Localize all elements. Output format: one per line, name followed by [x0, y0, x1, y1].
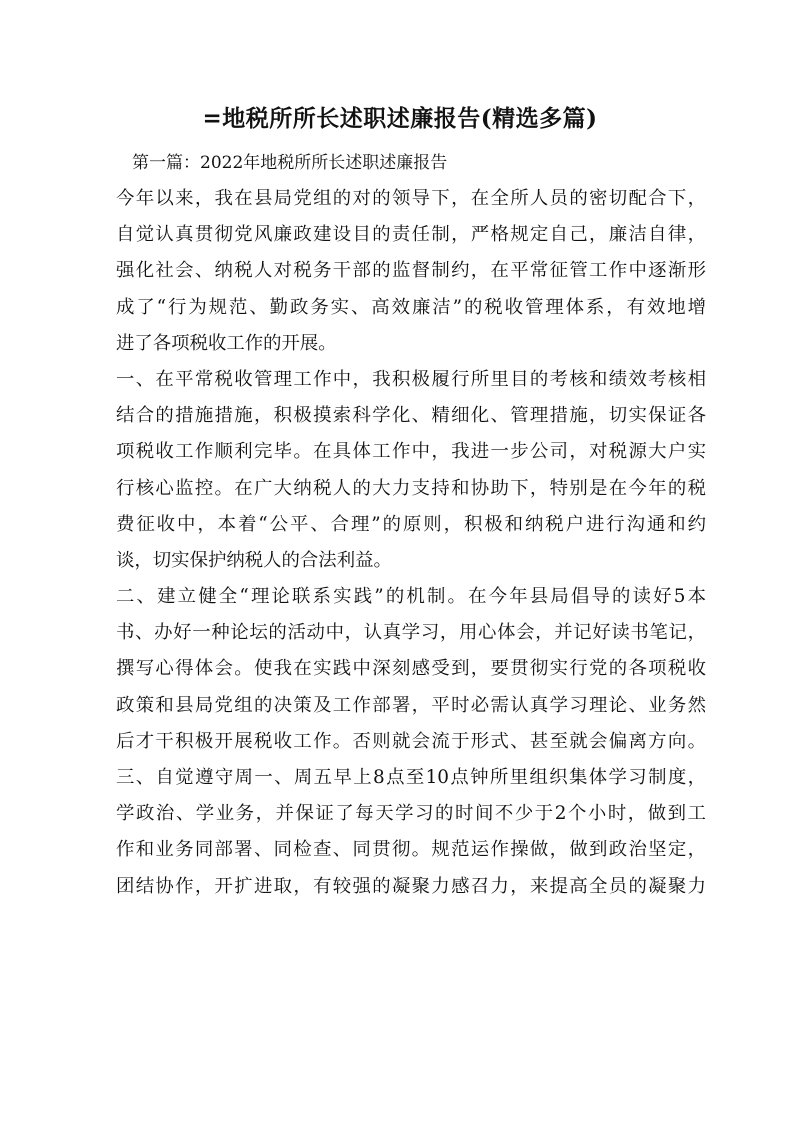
text-line: 行核心监控。在广大纳税人的大力支持和协助下，特别是在今年的税 [116, 477, 706, 499]
text-line: 谈，切实保护纳税人的合法利益。 [116, 549, 392, 571]
text-line: 政策和县局党组的决策及工作部署，平时必需认真学习理论、业务然 [116, 694, 706, 716]
text-line: 结合的措施措施，积极摸索科学化、精细化、管理措施，切实保证各 [116, 405, 706, 427]
text-line: 一、在平常税收管理工作中，我积极履行所里目的考核和绩效考核相 [116, 368, 706, 390]
text-line: 今年以来，我在县局党组的对的领导下，在全所人员的密切配合下， [116, 188, 706, 209]
text-line: 书、办好一种论坛的活动中，认真学习，用心体会，并记好读书笔记， [116, 622, 706, 644]
text-line: 作和业务同部署、同检查、同贯彻。规范运作操做，做到政治坚定， [116, 839, 706, 861]
text-line: 二、建立健全“理论联系实践”的机制。在今年县局倡导的读好5本 [116, 586, 706, 608]
text-line: 强化社会、纳税人对税务干部的监督制约，在平常征管工作中逐渐形 [116, 260, 706, 282]
document-title: =地税所所长述职述廉报告(精选多篇) [202, 105, 598, 132]
text-line: 学政治、学业务，并保证了每天学习的时间不少于2个小时，做到工 [116, 803, 706, 825]
text-line: 进了各项税收工作的开展。 [116, 332, 337, 354]
text-line: 撰写心得体会。使我在实践中深刻感受到，要贯彻实行党的各项税收 [116, 658, 706, 680]
text-line: 项税收工作顺利完毕。在具体工作中，我进一步公司，对税源大户实 [116, 441, 706, 463]
body-text [116, 181, 706, 905]
text-line: 后才干积极开展税收工作。否则就会流于形式、甚至就会偏离方向。 [116, 730, 706, 752]
text-line: 团结协作，开扩进取，有较强的凝聚力感召力，来提高全员的凝聚力 [116, 875, 706, 897]
text-line: 自觉认真贯彻党风廉政建设目的责任制，严格规定自己，廉洁自律， [116, 224, 706, 246]
text-line: 成了“行为规范、勤政务实、高效廉洁”的税收管理体系，有效地增 [116, 296, 706, 318]
text-line: 费征收中，本着“公平、合理”的原则，积极和纳税户进行沟通和约 [116, 513, 706, 535]
section-heading: 第一篇：2022年地税所所长述职述廉报告 [132, 153, 448, 173]
text-line: 三、自觉遵守周一、周五早上8点至10点钟所里组织集体学习制度， [116, 767, 706, 788]
